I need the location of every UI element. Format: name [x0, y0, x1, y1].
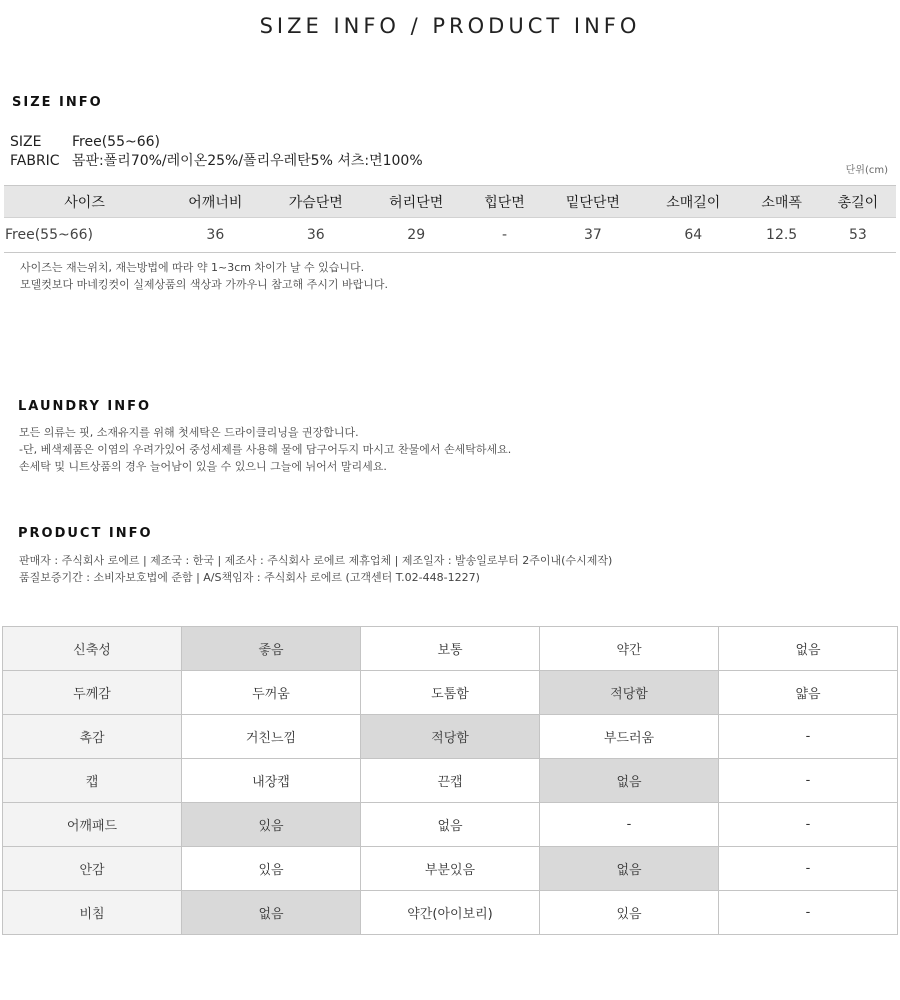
feature-option: 있음: [182, 847, 361, 891]
feature-label: 촉감: [3, 715, 182, 759]
feature-label: 어깨패드: [3, 803, 182, 847]
laundry-notes: [19, 424, 511, 475]
size-key: SIZE: [10, 134, 42, 150]
feature-option: 없음: [719, 627, 898, 671]
note-line: 사이즈는 재는위치, 재는방법에 따라 약 1~3cm 차이가 날 수 있습니다.: [20, 261, 365, 274]
feature-label: 비침: [3, 891, 182, 935]
column-header: 소매폭: [744, 186, 820, 218]
feature-label: 두께감: [3, 671, 182, 715]
note-line: -단, 베색제품은 이염의 우려가있어 중성세제를 사용해 물에 담구어두지 마시고 찬물에서 손세탁하세요.: [19, 443, 512, 456]
table-cell: 53: [820, 218, 896, 253]
feature-label: 캡: [3, 759, 182, 803]
table-cell: 37: [543, 218, 643, 253]
column-header: 사이즈: [4, 186, 165, 218]
fabric-value: 몸판:폴리70%/레이온25%/폴리우레탄5% 셔츠:면100%: [72, 153, 423, 169]
feature-row: [3, 627, 898, 671]
feature-option: 도톰함: [361, 671, 540, 715]
size-table-header: [4, 186, 896, 218]
feature-option: 끈캡: [361, 759, 540, 803]
feature-option: 두꺼움: [182, 671, 361, 715]
feature-option: 약간: [540, 627, 719, 671]
feature-row: [3, 715, 898, 759]
column-header: 허리단면: [366, 186, 466, 218]
column-header: 가슴단면: [266, 186, 366, 218]
table-cell: Free(55~66): [4, 218, 165, 253]
note-line: 품질보증기간 : 소비자보호법에 준함 | A/S책임자 : 주식회사 로에르 (고객센터 T.02-448-1227): [19, 571, 480, 584]
size-info-heading: SIZE INFO: [12, 95, 103, 110]
feature-label: 안감: [3, 847, 182, 891]
column-header: 소매길이: [643, 186, 743, 218]
feature-option-selected: 적당함: [361, 715, 540, 759]
table-cell: 36: [266, 218, 366, 253]
column-header: 어깨너비: [165, 186, 265, 218]
laundry-info-heading: LAUNDRY INFO: [18, 399, 152, 414]
feature-option: -: [540, 803, 719, 847]
note-line: 손세탁 및 니트상품의 경우 늘어남이 있을 수 있으니 그늘에 뉘어서 말리세요.: [19, 460, 387, 473]
feature-option: 없음: [361, 803, 540, 847]
table-cell: 64: [643, 218, 743, 253]
page-title: SIZE INFO / PRODUCT INFO: [259, 14, 641, 38]
feature-option: -: [719, 759, 898, 803]
product-info-heading: PRODUCT INFO: [18, 526, 153, 541]
size-value: Free(55~66): [72, 134, 160, 150]
feature-option: -: [719, 715, 898, 759]
feature-option: 거친느낌: [182, 715, 361, 759]
feature-option-selected: 없음: [540, 759, 719, 803]
feature-label: 신축성: [3, 627, 182, 671]
feature-option-selected: 있음: [182, 803, 361, 847]
table-cell: 12.5: [744, 218, 820, 253]
fabric-spec-line: [10, 150, 423, 170]
size-spec-line: [10, 134, 160, 150]
feature-option: 약간(아이보리): [361, 891, 540, 935]
feature-option: -: [719, 803, 898, 847]
unit-label: 단위(cm): [845, 165, 888, 176]
feature-row: [3, 803, 898, 847]
feature-row: [3, 891, 898, 935]
fabric-key: FABRIC: [10, 153, 60, 169]
feature-option: 보통: [361, 627, 540, 671]
size-table: [4, 185, 896, 253]
feature-option-selected: 없음: [182, 891, 361, 935]
feature-option: 있음: [540, 891, 719, 935]
feature-row: [3, 671, 898, 715]
feature-option: 얇음: [719, 671, 898, 715]
feature-option: -: [719, 891, 898, 935]
feature-row: [3, 847, 898, 891]
column-header: 총길이: [820, 186, 896, 218]
note-line: 판매자 : 주식회사 로에르 | 제조국 : 한국 | 제조사 : 주식회사 로에르 제휴업체 | 제조일자 : 발송일로부터 2주이내(수시제작): [19, 554, 613, 567]
table-row: [4, 218, 896, 253]
feature-option-selected: 좋음: [182, 627, 361, 671]
feature-option: 내장캡: [182, 759, 361, 803]
feature-row: [3, 759, 898, 803]
product-notes: [19, 552, 612, 586]
feature-option: 부드러움: [540, 715, 719, 759]
table-cell: 29: [366, 218, 466, 253]
column-header: 힙단면: [466, 186, 542, 218]
size-notes: [20, 259, 388, 293]
feature-option-selected: 적당함: [540, 671, 719, 715]
feature-option: 부분있음: [361, 847, 540, 891]
note-line: 모든 의류는 핏, 소재유지를 위해 첫세탁은 드라이클리닝을 권장합니다.: [19, 426, 359, 439]
feature-option: -: [719, 847, 898, 891]
column-header: 밑단단면: [543, 186, 643, 218]
note-line: 모델컷보다 마네킹컷이 실제상품의 색상과 가까우니 참고해 주시기 바랍니다.: [20, 278, 389, 291]
table-cell: -: [466, 218, 542, 253]
table-cell: 36: [165, 218, 265, 253]
feature-option-selected: 없음: [540, 847, 719, 891]
feature-table: [2, 626, 898, 935]
